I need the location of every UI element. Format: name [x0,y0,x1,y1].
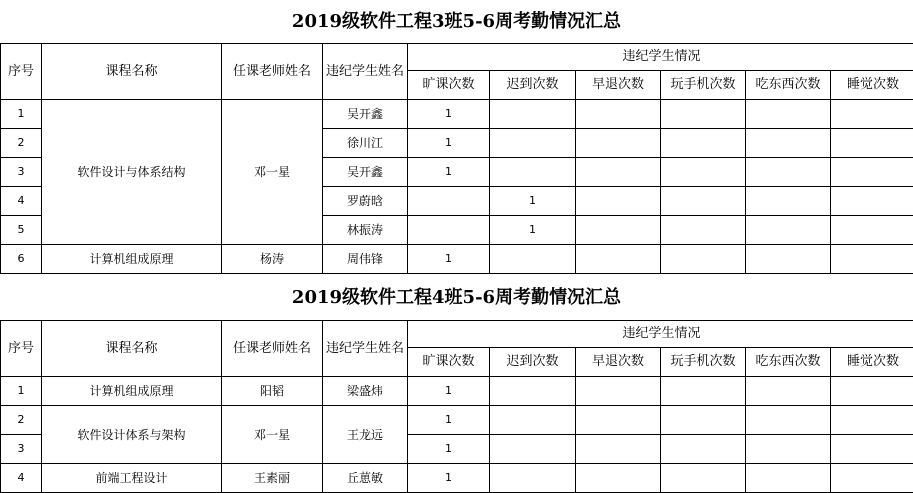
eating-count [746,100,831,129]
header-course: 课程名称 [42,44,222,100]
teacher-name-cell: 邓一星 [222,100,323,245]
phone-count [661,406,746,435]
teacher-name-cell: 阳韬 [222,377,323,406]
leave-early-count [576,129,661,158]
row-seq: 2 [1,406,42,435]
eating-count [746,377,831,406]
table-row [1,464,913,493]
header-violation-group: 违纪学生情况 [408,321,913,348]
sleeping-count [831,187,913,216]
course-name-cell: 软件设计与体系结构 [42,100,222,245]
header-eating: 吃东西次数 [746,348,831,377]
table-row [1,245,913,274]
header-sleeping: 睡觉次数 [831,71,913,100]
table-row [1,406,913,435]
sleeping-count [831,377,913,406]
row-seq: 4 [1,187,42,216]
late-count: 1 [490,187,576,216]
course-name-cell: 计算机组成原理 [42,377,222,406]
absent-count: 1 [408,464,490,493]
table-row [1,100,913,129]
header-absent: 旷课次数 [408,71,490,100]
header-course: 课程名称 [42,321,222,377]
section-1-title: 2019级软件工程3班5-6周考勤情况汇总 [291,11,622,32]
leave-early-count [576,245,661,274]
eating-count [746,216,831,245]
late-count [490,435,576,464]
late-count [490,129,576,158]
phone-count [661,435,746,464]
leave-early-count [576,100,661,129]
absent-count: 1 [408,129,490,158]
absent-count: 1 [408,245,490,274]
header-teacher: 任课老师姓名 [222,44,323,100]
student-name-cell: 丘葸敏 [323,464,408,493]
student-name-cell: 林振涛 [323,216,408,245]
phone-count [661,100,746,129]
late-count: 1 [490,216,576,245]
header-violation-group: 违纪学生情况 [408,44,913,71]
leave-early-count [576,464,661,493]
student-name-cell: 罗蔚晗 [323,187,408,216]
attendance-table-class-4 [0,320,913,493]
absent-count: 1 [408,100,490,129]
late-count [490,100,576,129]
course-name-cell: 计算机组成原理 [42,245,222,274]
phone-count [661,158,746,187]
phone-count [661,129,746,158]
phone-count [661,245,746,274]
teacher-name-cell: 王素丽 [222,464,323,493]
absent-count: 1 [408,377,490,406]
eating-count [746,435,831,464]
course-name-cell: 前端工程设计 [42,464,222,493]
section-2-title: 2019级软件工程4班5-6周考勤情况汇总 [291,287,622,308]
phone-count [661,464,746,493]
sleeping-count [831,216,913,245]
leave-early-count [576,377,661,406]
header-seq: 序号 [1,44,42,100]
sleeping-count [831,406,913,435]
header-teacher: 任课老师姓名 [222,321,323,377]
header-late: 迟到次数 [490,348,576,377]
late-count [490,406,576,435]
course-name-cell: 软件设计体系与架构 [42,406,222,464]
row-seq: 4 [1,464,42,493]
late-count [490,158,576,187]
leave-early-count [576,216,661,245]
attendance-table-class-3 [0,43,913,274]
row-seq: 5 [1,216,42,245]
row-seq: 1 [1,100,42,129]
header-sleeping: 睡觉次数 [831,348,913,377]
student-name-cell: 吴开鑫 [323,158,408,187]
sleeping-count [831,100,913,129]
header-absent: 旷课次数 [408,348,490,377]
eating-count [746,406,831,435]
row-seq: 3 [1,158,42,187]
absent-count [408,216,490,245]
row-seq: 3 [1,435,42,464]
absent-count [408,187,490,216]
leave-early-count [576,406,661,435]
late-count [490,464,576,493]
header-leave-early: 早退次数 [576,71,661,100]
row-seq: 6 [1,245,42,274]
table-row [1,377,913,406]
leave-early-count [576,158,661,187]
student-name-cell: 梁盛炜 [323,377,408,406]
header-leave-early: 早退次数 [576,348,661,377]
header-student: 违纪学生姓名 [323,321,408,377]
leave-early-count [576,187,661,216]
header-student: 违纪学生姓名 [323,44,408,100]
sleeping-count [831,464,913,493]
row-seq: 2 [1,129,42,158]
absent-count: 1 [408,158,490,187]
header-phone: 玩手机次数 [661,348,746,377]
student-name-cell: 吴开鑫 [323,100,408,129]
header-late: 迟到次数 [490,71,576,100]
late-count [490,377,576,406]
sleeping-count [831,245,913,274]
eating-count [746,129,831,158]
header-seq: 序号 [1,321,42,377]
absent-count: 1 [408,406,490,435]
late-count [490,245,576,274]
phone-count [661,187,746,216]
leave-early-count [576,435,661,464]
student-name-cell: 周伟锋 [323,245,408,274]
absent-count: 1 [408,435,490,464]
eating-count [746,464,831,493]
student-name-cell: 徐川江 [323,129,408,158]
student-name-cell: 王龙远 [323,406,408,464]
eating-count [746,245,831,274]
eating-count [746,187,831,216]
teacher-name-cell: 邓一星 [222,406,323,464]
sleeping-count [831,129,913,158]
phone-count [661,377,746,406]
sleeping-count [831,435,913,464]
header-eating: 吃东西次数 [746,71,831,100]
header-phone: 玩手机次数 [661,71,746,100]
teacher-name-cell: 杨涛 [222,245,323,274]
sleeping-count [831,158,913,187]
row-seq: 1 [1,377,42,406]
eating-count [746,158,831,187]
phone-count [661,216,746,245]
